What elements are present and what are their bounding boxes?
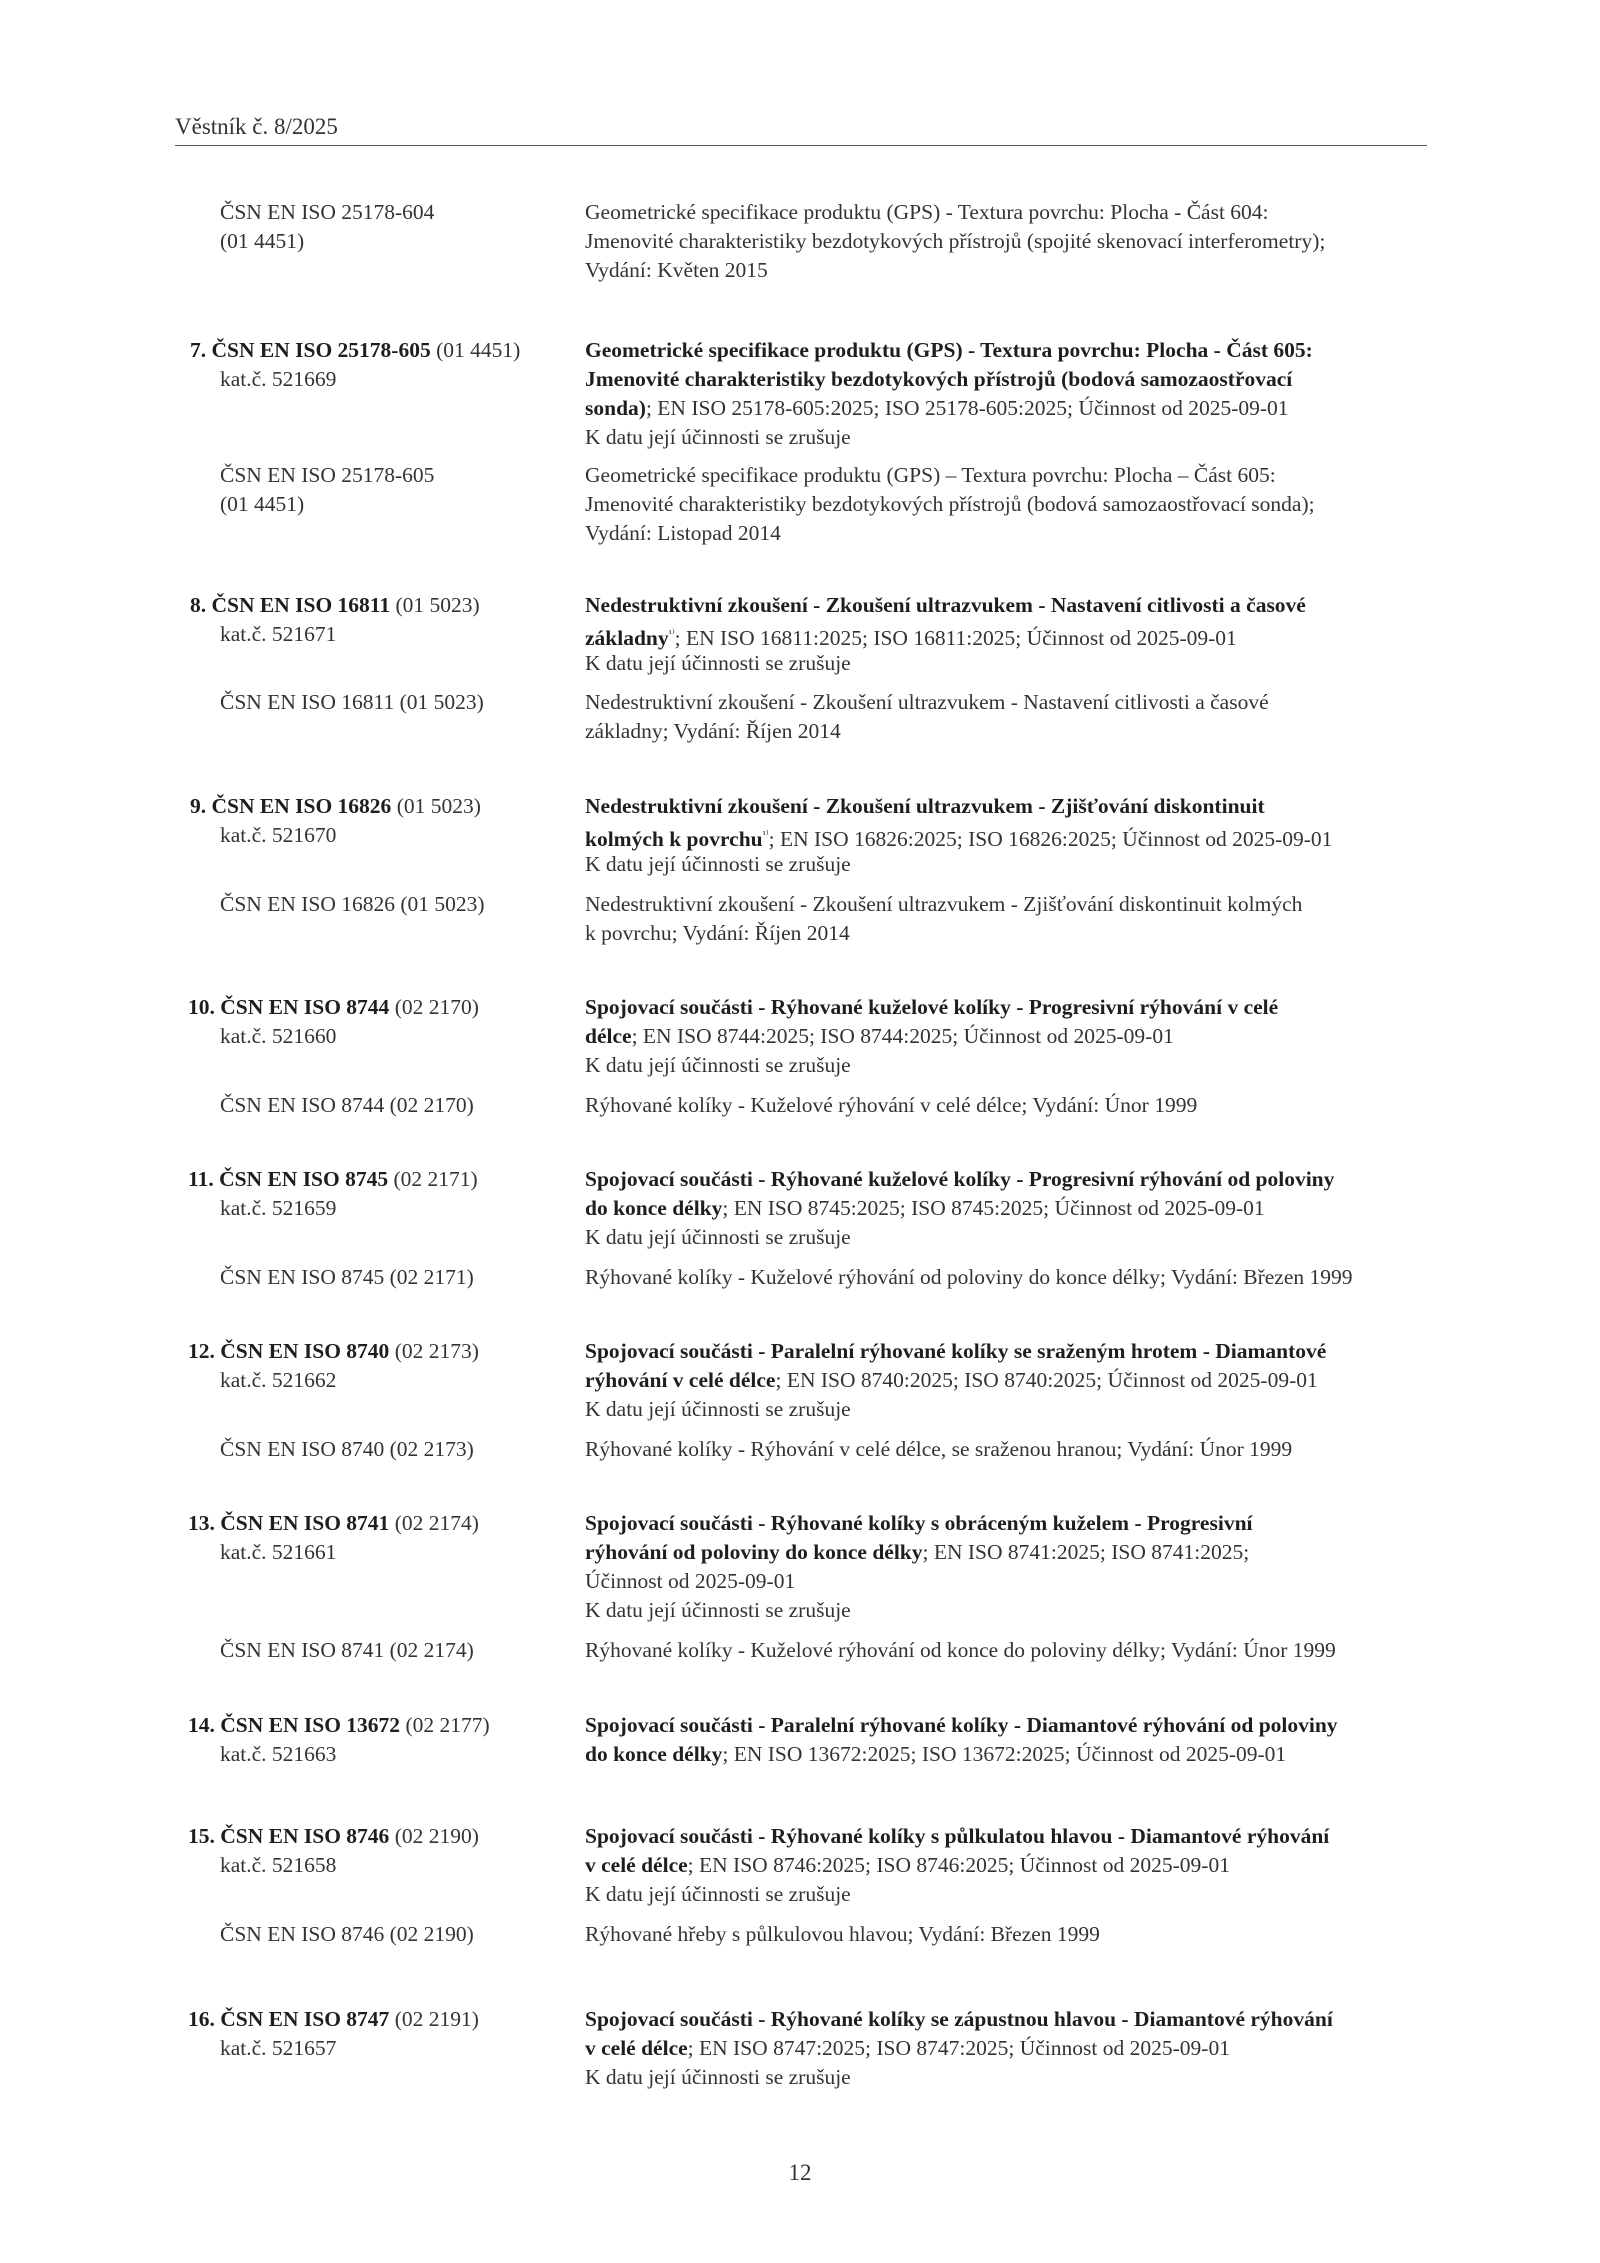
text: Jmenovité charakteristiky bezdotykových přístrojů (bodová samozaostřovací sonda); — [585, 492, 1315, 516]
text-line — [220, 1194, 336, 1223]
text-line — [585, 1822, 1329, 1851]
footnote-ref: ¹⁾ — [668, 628, 675, 640]
text: ČSN EN ISO 25178-604 — [220, 200, 435, 224]
text: Geometrické specifikace produktu (GPS) - Textura povrchu: Plocha - Část 604: — [585, 200, 1269, 224]
text: K datu její účinnosti se zrušuje — [585, 1882, 851, 1906]
text-line — [585, 1165, 1334, 1194]
text: základny; Vydání: Říjen 2014 — [585, 719, 841, 743]
text-line — [190, 792, 481, 821]
text: ČSN EN ISO 16826 (01 5023) — [220, 892, 485, 916]
text: kat.č. 521661 — [220, 1540, 337, 1564]
text-line — [220, 1636, 474, 1665]
text: ČSN EN ISO 8740 (02 2173) — [220, 1437, 474, 1461]
text: (02 2173) — [389, 1339, 479, 1363]
text-line — [585, 1740, 1286, 1769]
text-line — [585, 1509, 1253, 1538]
bold-text: Spojovací součásti - Rýhované kuželové kolíky - Progresivní rýhování od poloviny — [585, 1167, 1335, 1191]
bold-text: Spojovací součásti - Rýhované kuželové kolíky - Progresivní rýhování v celé — [585, 995, 1279, 1019]
text-line — [220, 620, 336, 649]
text-line — [220, 461, 434, 490]
text-line — [585, 2063, 851, 2092]
text-line — [585, 792, 1265, 821]
text: (02 2177) — [400, 1713, 490, 1737]
text-line — [585, 919, 850, 948]
text: ČSN EN ISO 8745 (02 2171) — [220, 1265, 474, 1289]
text: Rýhované kolíky - Kuželové rýhování v celé délce; Vydání: Únor 1999 — [585, 1093, 1198, 1117]
text-line — [585, 519, 781, 548]
text: ; EN ISO 16811:2025; ISO 16811:2025; Účinnost od 2025-09-01 — [674, 626, 1237, 651]
text: Vydání: Listopad 2014 — [585, 521, 781, 545]
text: Rýhované hřeby s půlkulovou hlavou; Vydání: Březen 1999 — [585, 1922, 1100, 1946]
text-line — [220, 490, 304, 519]
text: Rýhované kolíky - Kuželové rýhování od konce do poloviny délky; Vydání: Únor 1999 — [585, 1638, 1336, 1662]
text-line — [220, 1366, 336, 1395]
text-line — [220, 688, 484, 717]
text: ; EN ISO 8741:2025; ISO 8741:2025; — [922, 1540, 1250, 1564]
bold-text: 8. ČSN EN ISO 16811 — [190, 593, 391, 617]
text-line — [188, 993, 479, 1022]
bold-text: do konce délky — [585, 1196, 723, 1220]
text-line — [585, 1880, 851, 1909]
text: (02 2171) — [388, 1167, 478, 1191]
text-line — [585, 1851, 1230, 1880]
text-line — [188, 1337, 479, 1366]
text-line — [220, 227, 304, 256]
text-line — [585, 1636, 1336, 1665]
text: (01 4451) — [220, 492, 305, 516]
text: Vydání: Květen 2015 — [585, 258, 768, 282]
text-line — [190, 591, 480, 620]
text-line — [585, 365, 1292, 394]
text-line — [585, 461, 1276, 490]
bold-text: Jmenovité charakteristiky bezdotykových přístrojů (bodová samozaostřovací — [585, 367, 1293, 391]
text-line — [585, 649, 851, 678]
header-rule — [175, 145, 1427, 146]
text: K datu její účinnosti se zrušuje — [585, 1053, 851, 1077]
text-line — [585, 1366, 1318, 1395]
text: kat.č. 521669 — [220, 367, 337, 391]
text-line — [220, 1920, 474, 1949]
text-line — [220, 890, 485, 919]
text: Rýhované kolíky - Kuželové rýhování od poloviny do konce délky; Vydání: Březen 1999 — [585, 1265, 1353, 1289]
text-line — [585, 1567, 795, 1596]
bold-text: Spojovací součásti - Paralelní rýhované kolíky se sraženým hrotem - Diamantové — [585, 1339, 1327, 1363]
text-line — [585, 394, 1289, 423]
bold-text: rýhování v celé délce — [585, 1368, 776, 1392]
text: K datu její účinnosti se zrušuje — [585, 425, 851, 449]
text-line — [585, 1711, 1338, 1740]
text: Účinnost od 2025-09-01 — [585, 1569, 796, 1593]
text-line — [188, 1509, 479, 1538]
text-line — [585, 198, 1269, 227]
text: ; EN ISO 16826:2025; ISO 16826:2025; Účinnost od 2025-09-01 — [768, 827, 1333, 852]
text-line — [585, 1051, 851, 1080]
text-line — [585, 1920, 1100, 1949]
text: kat.č. 521657 — [220, 2036, 337, 2060]
text: k povrchu; Vydání: Říjen 2014 — [585, 921, 850, 945]
text-line — [585, 890, 1302, 919]
text-line — [220, 1263, 474, 1292]
text: ČSN EN ISO 16811 (01 5023) — [220, 690, 484, 714]
text-line — [585, 227, 1325, 256]
bold-text: do konce délky — [585, 1742, 723, 1766]
text: Geometrické specifikace produktu (GPS) – Textura povrchu: Plocha – Část 605: — [585, 463, 1276, 487]
text: ; EN ISO 8746:2025; ISO 8746:2025; Účinnost od 2025-09-01 — [687, 1853, 1230, 1877]
text: ČSN EN ISO 8741 (02 2174) — [220, 1638, 474, 1662]
text: ČSN EN ISO 25178-605 — [220, 463, 435, 487]
text: kat.č. 521662 — [220, 1368, 337, 1392]
bold-text: Nedestruktivní zkoušení - Zkoušení ultrazvukem - Zjišťování diskontinuit — [585, 794, 1265, 818]
bold-text: 14. ČSN EN ISO 13672 — [188, 1713, 401, 1737]
text-line — [585, 1596, 851, 1625]
text-line — [585, 688, 1269, 717]
footnote-ref: ¹⁾ — [762, 829, 769, 841]
text-line — [585, 1022, 1174, 1051]
bold-text: 11. ČSN EN ISO 8745 — [188, 1167, 389, 1191]
text: kat.č. 521671 — [220, 622, 337, 646]
text-line — [188, 2005, 479, 2034]
bold-text: Spojovací součásti - Paralelní rýhované kolíky - Diamantové rýhování od poloviny — [585, 1713, 1338, 1737]
text: ČSN EN ISO 8746 (02 2190) — [220, 1922, 474, 1946]
text: K datu její účinnosti se zrušuje — [585, 2065, 851, 2089]
bold-text: v celé délce — [585, 1853, 688, 1877]
text: K datu její účinnosti se zrušuje — [585, 651, 851, 675]
page-header: Věstník č. 8/2025 — [175, 114, 338, 139]
text-line — [585, 717, 841, 746]
text: (02 2170) — [389, 995, 479, 1019]
bold-text: 16. ČSN EN ISO 8747 — [188, 2007, 390, 2031]
text-line — [585, 1194, 1265, 1223]
text: ; EN ISO 8744:2025; ISO 8744:2025; Účinnost od 2025-09-01 — [631, 1024, 1174, 1048]
text: (02 2190) — [389, 1824, 479, 1848]
text-line — [220, 1740, 336, 1769]
text: kat.č. 521659 — [220, 1196, 337, 1220]
text: Nedestruktivní zkoušení - Zkoušení ultrazvukem - Zjišťování diskontinuit kolmých — [585, 892, 1303, 916]
text-line — [585, 423, 851, 452]
text-line — [220, 1091, 474, 1120]
text-line — [220, 2034, 336, 2063]
text: (02 2191) — [389, 2007, 479, 2031]
text-line — [220, 821, 336, 850]
bold-text: sonda) — [585, 396, 646, 420]
text: (01 4451) — [430, 338, 521, 362]
text: kat.č. 521663 — [220, 1742, 337, 1766]
bold-text: 13. ČSN EN ISO 8741 — [188, 1511, 390, 1535]
text: ; EN ISO 13672:2025; ISO 13672:2025; Účinnost od 2025-09-01 — [722, 1742, 1287, 1766]
text-line — [585, 1263, 1352, 1292]
bold-text: Geometrické specifikace produktu (GPS) - Textura povrchu: Plocha - Část 605: — [585, 338, 1313, 362]
text: ; EN ISO 8740:2025; ISO 8740:2025; Účinnost od 2025-09-01 — [775, 1368, 1318, 1392]
bold-text: Spojovací součásti - Rýhované kolíky s půlkulatou hlavou - Diamantové rýhování — [585, 1824, 1330, 1848]
text: kat.č. 521658 — [220, 1853, 337, 1877]
text: kat.č. 521660 — [220, 1024, 337, 1048]
text: Jmenovité charakteristiky bezdotykových přístrojů (spojité skenovací interferometry); — [585, 229, 1326, 253]
text: ČSN EN ISO 8744 (02 2170) — [220, 1093, 474, 1117]
text: ; EN ISO 25178-605:2025; ISO 25178-605:2025; Účinnost od 2025-09-01 — [645, 396, 1289, 420]
text-line — [585, 1337, 1326, 1366]
text-line — [220, 365, 336, 394]
text-line — [190, 336, 520, 365]
text: ; EN ISO 8745:2025; ISO 8745:2025; Účinnost od 2025-09-01 — [722, 1196, 1265, 1220]
bold-text: 10. ČSN EN ISO 8744 — [188, 995, 390, 1019]
text-line — [585, 2005, 1333, 2034]
text: (01 5023) — [390, 593, 480, 617]
text: (02 2174) — [389, 1511, 479, 1535]
bold-text: kolmých k povrchu — [585, 827, 763, 852]
text-line — [220, 1538, 336, 1567]
text-line — [188, 1822, 479, 1851]
text: Nedestruktivní zkoušení - Zkoušení ultrazvukem - Nastavení citlivosti a časové — [585, 690, 1269, 714]
text-line — [585, 850, 851, 879]
text-line — [220, 1851, 336, 1880]
text-line — [188, 1711, 490, 1740]
bold-text: 9. ČSN EN ISO 16826 — [190, 794, 392, 818]
page-number: 12 — [788, 2160, 812, 2185]
text: (01 5023) — [391, 794, 481, 818]
text-line — [585, 1223, 851, 1252]
text: (01 4451) — [220, 229, 305, 253]
bold-text: Nedestruktivní zkoušení - Zkoušení ultrazvukem - Nastavení citlivosti a časové — [585, 593, 1306, 617]
bold-text: 7. ČSN EN ISO 25178-605 — [190, 338, 431, 362]
text-line — [585, 1395, 851, 1424]
text-line — [585, 336, 1313, 365]
text-line — [585, 1435, 1292, 1464]
bold-text: délce — [585, 1024, 632, 1048]
bold-text: Spojovací součásti - Rýhované kolíky s obráceným kuželem - Progresivní — [585, 1511, 1253, 1535]
text: K datu její účinnosti se zrušuje — [585, 1225, 851, 1249]
bold-text: 12. ČSN EN ISO 8740 — [188, 1339, 390, 1363]
text: kat.č. 521670 — [220, 823, 337, 847]
text-line — [585, 993, 1278, 1022]
text-line — [220, 198, 434, 227]
text: ; EN ISO 8747:2025; ISO 8747:2025; Účinnost od 2025-09-01 — [687, 2036, 1230, 2060]
bold-text: 15. ČSN EN ISO 8746 — [188, 1824, 390, 1848]
text-line — [220, 1022, 336, 1051]
text-line — [585, 591, 1306, 620]
bold-text: základny — [585, 626, 669, 651]
text-line — [585, 1538, 1249, 1567]
bold-text: Spojovací součásti - Rýhované kolíky se zápustnou hlavou - Diamantové rýhování — [585, 2007, 1333, 2031]
text-line — [585, 256, 768, 285]
text: K datu její účinnosti se zrušuje — [585, 1397, 851, 1421]
text-line — [585, 1091, 1197, 1120]
text-line — [585, 2034, 1230, 2063]
text-line — [220, 1435, 474, 1464]
bold-text: v celé délce — [585, 2036, 688, 2060]
text: Rýhované kolíky - Rýhování v celé délce, se sraženou hranou; Vydání: Únor 1999 — [585, 1437, 1293, 1461]
text-line — [585, 490, 1315, 519]
text: K datu její účinnosti se zrušuje — [585, 1598, 851, 1622]
text: K datu její účinnosti se zrušuje — [585, 852, 851, 876]
text-line — [188, 1165, 478, 1194]
bold-text: rýhování od poloviny do konce délky — [585, 1540, 923, 1564]
